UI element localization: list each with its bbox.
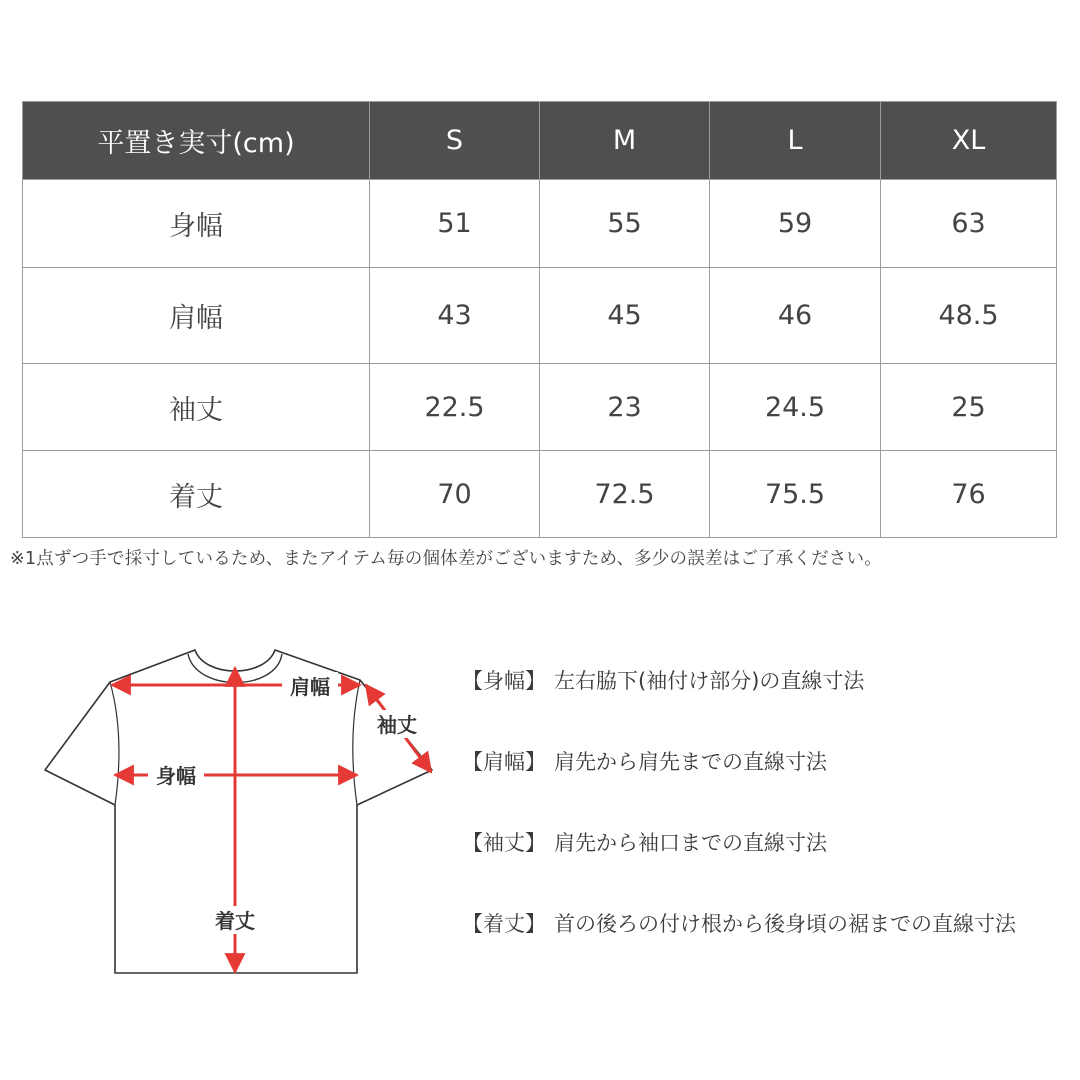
table-cell: 46: [710, 268, 881, 364]
definition-text: 肩先から袖口までの直線寸法: [554, 831, 827, 855]
table-row: [23, 364, 1057, 451]
header-size-l: L: [710, 102, 881, 180]
table-cell: 70: [370, 451, 540, 538]
table-row: [23, 268, 1057, 364]
definition-term: 【袖丈】: [462, 831, 546, 855]
table-cell: 59: [710, 180, 881, 268]
table-cell: 48.5: [881, 268, 1057, 364]
row-label: 袖丈: [23, 364, 370, 451]
row-label: 身幅: [23, 180, 370, 268]
header-size-m: M: [540, 102, 710, 180]
table-cell: 23: [540, 364, 710, 451]
size-table: [22, 101, 1057, 538]
row-label: 着丈: [23, 451, 370, 538]
label-shoulder: 肩幅: [290, 675, 330, 699]
header-size-xl: XL: [881, 102, 1057, 180]
header-label: 平置き実寸(cm): [23, 102, 370, 180]
table-header-row: [23, 102, 1057, 180]
table-cell: 51: [370, 180, 540, 268]
definition-item: [462, 826, 1016, 907]
table-cell: 25: [881, 364, 1057, 451]
table-cell: 55: [540, 180, 710, 268]
row-label: 肩幅: [23, 268, 370, 364]
table-cell: 72.5: [540, 451, 710, 538]
label-body-width: 身幅: [156, 764, 196, 788]
header-size-s: S: [370, 102, 540, 180]
definition-term: 【肩幅】: [462, 750, 546, 774]
table-cell: 24.5: [710, 364, 881, 451]
tshirt-diagram: [0, 630, 460, 990]
definition-item: [462, 664, 1016, 745]
table-cell: 75.5: [710, 451, 881, 538]
table-cell: 76: [881, 451, 1057, 538]
definition-text: 左右脇下(袖付け部分)の直線寸法: [554, 669, 865, 693]
definition-item: [462, 745, 1016, 826]
table-row: [23, 451, 1057, 538]
measurement-note: ※1点ずつ手で採寸しているため、またアイテム毎の個体差がございますため、多少の誤差はご了承ください。: [10, 549, 882, 569]
label-length: 着丈: [215, 909, 255, 933]
definition-text: 肩先から肩先までの直線寸法: [554, 750, 827, 774]
definition-term: 【着丈】: [462, 912, 546, 936]
table-cell: 63: [881, 180, 1057, 268]
table-cell: 22.5: [370, 364, 540, 451]
definition-item: [462, 907, 1016, 988]
table-row: [23, 180, 1057, 268]
table-cell: 45: [540, 268, 710, 364]
label-sleeve: 袖丈: [377, 713, 417, 737]
definition-text: 首の後ろの付け根から後身頃の裾までの直線寸法: [554, 912, 1016, 936]
definitions-list: [462, 664, 1016, 988]
definition-term: 【身幅】: [462, 669, 546, 693]
table-cell: 43: [370, 268, 540, 364]
